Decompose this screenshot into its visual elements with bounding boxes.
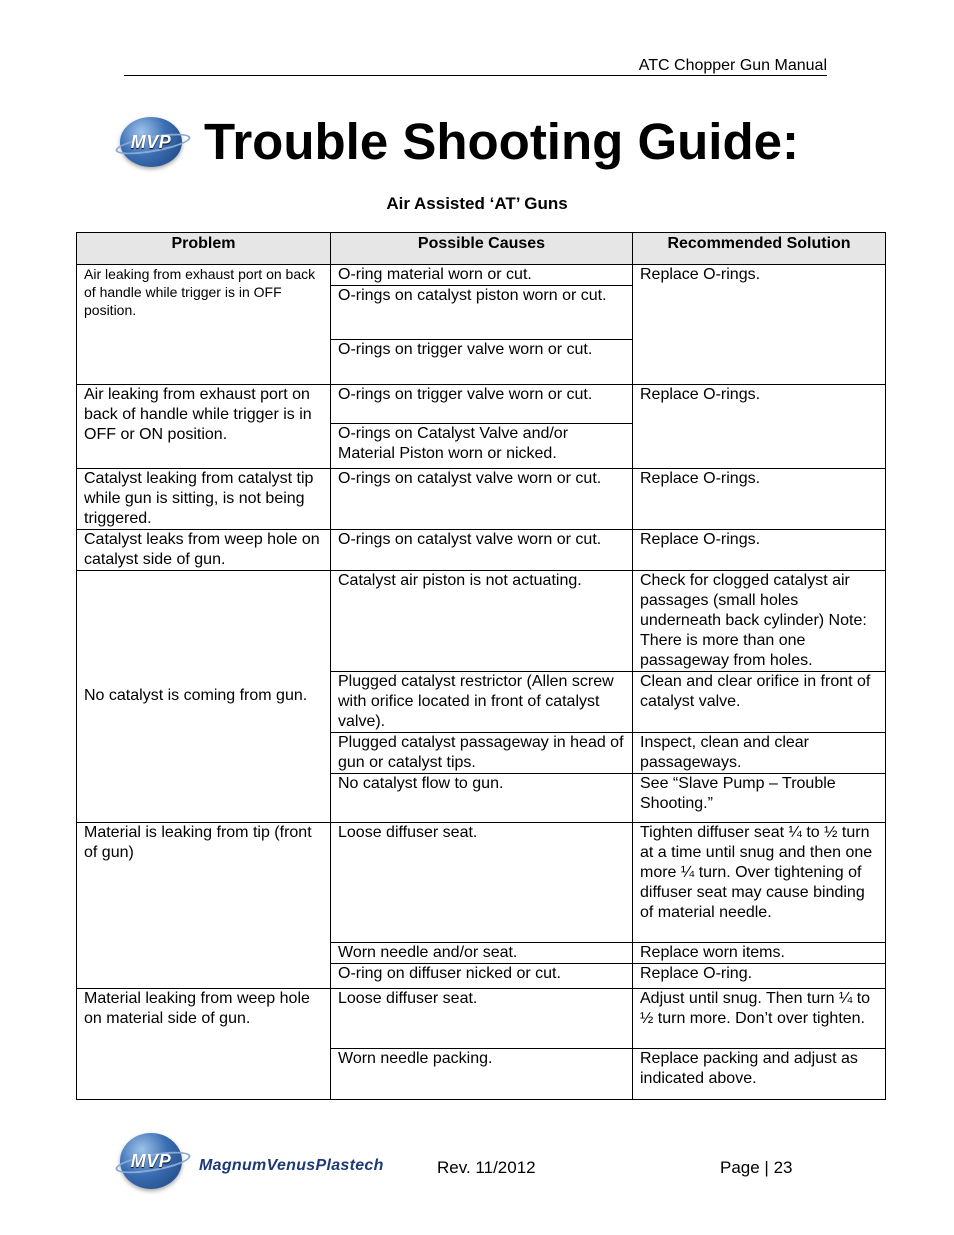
footer-mvp-logo-icon	[120, 1133, 182, 1189]
page-number: Page | 23	[720, 1158, 793, 1177]
solution-cell: Tighten diffuser seat ¼ to ½ turn at a time until snug and then one more ¼ turn. Over tightening of diffuser seat may cause binding of material needle.	[633, 823, 886, 943]
table-row	[77, 989, 886, 1049]
cause-cell: Loose diffuser seat.	[331, 823, 633, 943]
cause-cell: O-rings on Catalyst Valve and/or Material Piston worn or nicked.	[331, 424, 633, 469]
table-row	[77, 385, 886, 424]
cause-cell: Catalyst air piston is not actuating.	[331, 571, 633, 672]
footer-logo-text: MVP	[130, 1150, 172, 1171]
solution-cell: Clean and clear orifice in front of catalyst valve.	[633, 672, 886, 733]
problem-cell: Material is leaking from tip (front of gun)	[77, 823, 331, 989]
solution-cell: Check for clogged catalyst air passages (small holes underneath back cylinder) Note: There is more than one passageway from holes.	[633, 571, 886, 672]
column-header: Problem	[77, 233, 331, 265]
cause-cell: O-rings on catalyst piston worn or cut.	[331, 286, 633, 340]
section-subtitle: Air Assisted ‘AT’ Guns	[386, 194, 568, 213]
problem-cell: Air leaking from exhaust port on back of handle while trigger is in OFF or ON position.	[77, 385, 331, 469]
mvp-logo-icon	[120, 117, 182, 167]
table-row	[77, 823, 886, 943]
solution-cell: Inspect, clean and clear passageways.	[633, 733, 886, 774]
table-row	[77, 530, 886, 571]
cause-cell: O-rings on trigger valve worn or cut.	[331, 340, 633, 385]
cause-cell: O-ring material worn or cut.	[331, 265, 633, 286]
header-rule	[124, 75, 827, 76]
cause-cell: O-rings on catalyst valve worn or cut.	[331, 530, 633, 571]
table-row	[77, 469, 886, 530]
cause-cell: Loose diffuser seat.	[331, 989, 633, 1049]
solution-cell: Replace O-rings.	[633, 385, 886, 469]
table-row	[77, 265, 886, 286]
cause-cell: Plugged catalyst passageway in head of gun or catalyst tips.	[331, 733, 633, 774]
manual-title: ATC Chopper Gun Manual	[638, 57, 827, 74]
revision-text: Rev. 11/2012	[437, 1158, 536, 1177]
troubleshooting-table	[76, 232, 886, 1100]
cause-cell: Plugged catalyst restrictor (Allen screw with orifice located in front of catalyst valve).	[331, 672, 633, 733]
problem-text: No catalyst is coming from gun.	[84, 686, 308, 704]
problem-cell: Air leaking from exhaust port on back of handle while trigger is in OFF position.	[77, 265, 331, 385]
brand-name: MagnumVenusPlastech	[199, 1157, 384, 1174]
solution-cell: Replace packing and adjust as indicated above.	[633, 1049, 886, 1100]
solution-cell: Replace O-rings.	[633, 469, 886, 530]
cause-cell: Worn needle and/or seat.	[331, 943, 633, 964]
cause-cell: O-ring on diffuser nicked or cut.	[331, 964, 633, 989]
cause-cell: Worn needle packing.	[331, 1049, 633, 1100]
problem-cell: Material leaking from weep hole on material side of gun.	[77, 989, 331, 1100]
cause-cell: O-rings on catalyst valve worn or cut.	[331, 469, 633, 530]
solution-cell: Replace O-rings.	[633, 265, 886, 385]
cause-cell: O-rings on trigger valve worn or cut.	[331, 385, 633, 424]
logo-text: MVP	[130, 131, 172, 152]
page-title: Trouble Shooting Guide:	[204, 113, 799, 170]
solution-cell: Replace O-ring.	[633, 964, 886, 989]
problem-cell: Catalyst leaks from weep hole on catalyst side of gun.	[77, 530, 331, 571]
column-header: Recommended Solution	[633, 233, 886, 265]
table-row	[77, 571, 886, 672]
solution-cell: Replace O-rings.	[633, 530, 886, 571]
solution-cell: See “Slave Pump – Trouble Shooting.”	[633, 774, 886, 823]
cause-cell: No catalyst flow to gun.	[331, 774, 633, 823]
solution-cell: Adjust until snug. Then turn ¼ to ½ turn more. Don’t over tighten.	[633, 989, 886, 1049]
table-header-row	[77, 233, 886, 265]
problem-cell: Catalyst leaking from catalyst tip while gun is sitting, is not being triggered.	[77, 469, 331, 530]
problem-cell	[77, 571, 331, 823]
column-header: Possible Causes	[331, 233, 633, 265]
solution-cell: Replace worn items.	[633, 943, 886, 964]
